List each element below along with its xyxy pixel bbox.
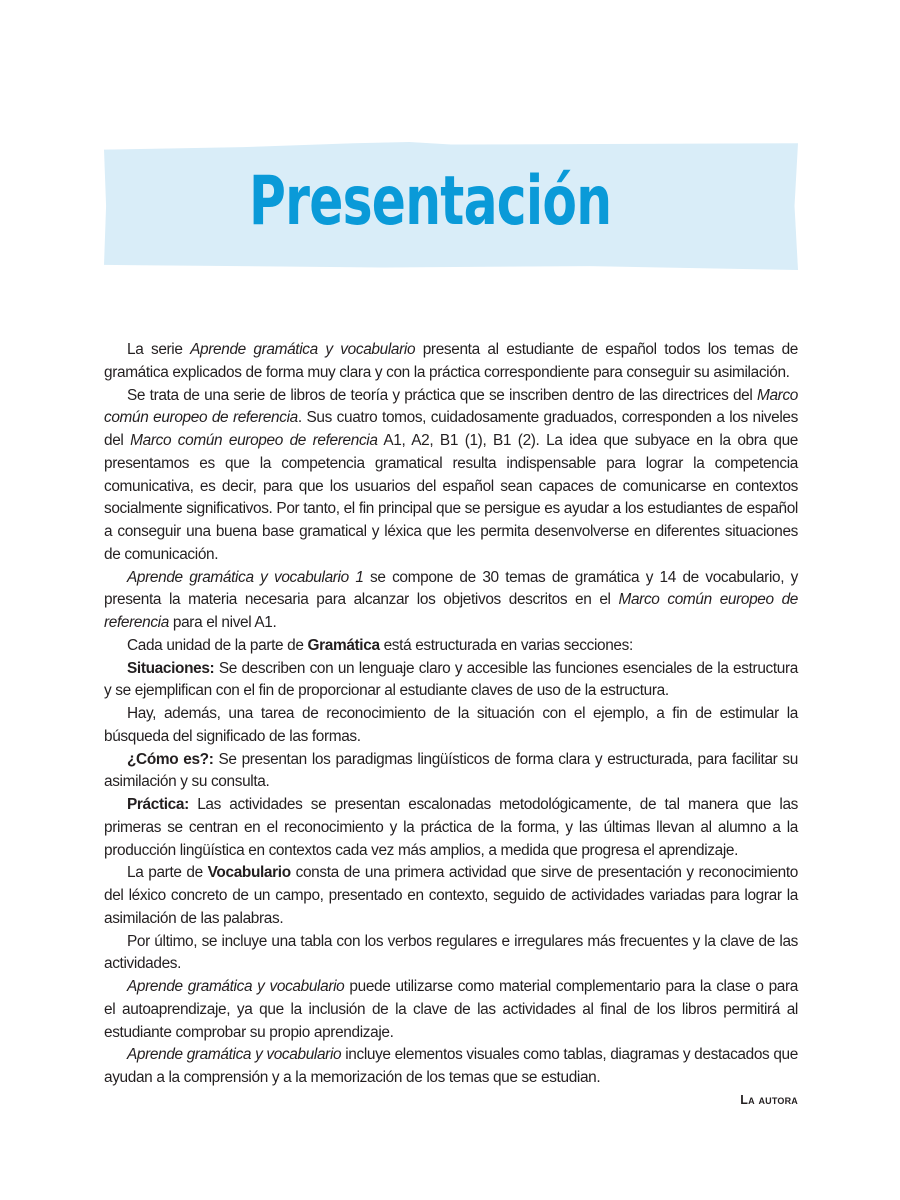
paragraph-book-1	[104, 567, 798, 635]
text-run: La parte de	[127, 864, 208, 882]
paragraph-vocabulario	[104, 862, 798, 930]
text-run: se compone de 30 temas de gramática y 14 de vocabulario, y presenta la materia necesaria para alcanzar los objetivos descritos en el	[104, 568, 798, 609]
paragraph-practica	[104, 794, 798, 862]
text-run: Se trata de una serie de libros de teoría y práctica que se inscriben dentro de las directrices del	[127, 386, 757, 404]
bold-term: Situaciones:	[127, 659, 215, 677]
paragraph-autoaprendizaje	[104, 976, 798, 1044]
page-title: Presentación	[248, 162, 612, 241]
paragraph-elementos-visuales	[104, 1044, 798, 1090]
bold-term: Práctica:	[127, 796, 189, 813]
text-run: Las actividades se presentan escalonadas metodológicamente, de tal manera que las primeras se centran en el reconocimiento y la práctica de la forma, y las últimas llevan al alumno a la producción lingüística en contextos cada vez más amplios, a medida que progresa el aprendizaje.	[104, 796, 798, 859]
text-run: Por último, se incluye una tabla con los verbos regulares e irregulares más frecuentes y la clave de las actividades.	[104, 932, 798, 973]
italic-title: Marco común europeo de referencia	[104, 591, 799, 631]
paragraph-grammar-units	[104, 635, 798, 658]
text-run: para el nivel A1.	[168, 614, 277, 631]
text-run: puede utilizarse como material complementario para la clase o para el autoaprendizaje, ya que la inclusión de la clave de las actividades al final de los libros permitirá al estudiante comprobar su propio aprendizaje.	[104, 978, 799, 1041]
paragraph-reconocimiento	[104, 703, 798, 749]
paragraph-tabla-verbos	[104, 931, 798, 977]
italic-title: Marco común europeo de referencia	[130, 432, 378, 449]
bold-term: ¿Cómo es?:	[127, 750, 214, 768]
text-run: . Sus cuatro tomos, cuidadosamente graduados, corresponden a los niveles del	[104, 409, 798, 449]
text-run: consta de una primera actividad que sirve de presentación y reconocimiento del léxico concreto de un campo, presentado en contexto, seguido de actividades variadas para lograr la asimilación de las palabras.	[104, 864, 798, 927]
paragraph-situaciones	[104, 658, 798, 704]
italic-title: Aprende gramática y vocabulario	[190, 341, 416, 358]
text-run: Se describen con un lenguaje claro y accesible las funciones esenciales de la estructura y se ejemplifican con el fin de proporcionar al estudiante claves de uso de la estructura.	[104, 659, 798, 700]
italic-title: Aprende gramática y vocabulario	[127, 1046, 342, 1064]
text-run: Hay, además, una tarea de reconocimiento de la situación con el ejemplo, a fin de estimular la búsqueda del significado de las formas.	[104, 705, 798, 745]
text-run: La serie	[127, 341, 191, 358]
italic-title: Aprende gramática y vocabulario 1	[127, 568, 364, 586]
author-signature: La autora	[740, 1093, 798, 1107]
text-run: incluye elementos visuales como tablas, diagramas y destacados que ayudan a la comprensión y a la memorización de los temas que se estudian.	[104, 1046, 798, 1086]
italic-title: Marco común europeo de referencia	[104, 386, 798, 427]
text-run: A1, A2, B1 (1), B1 (2). La idea que subyace en la obra que presentamos es que la competencia gramatical resulta indispensable para lograr la competencia comunicativa, es decir, para que los usuarios del español sean capaces de comunicarse en contextos socialmente significativos. Por tanto, el fin principal que se persigue es ayudar a los estudiantes de español a conseguir una buena base gramatical y léxica que les permita desenvolverse en diferentes situaciones de comunicación.	[104, 432, 798, 563]
paragraph-intro	[104, 339, 798, 385]
bold-term: Gramática	[307, 636, 380, 654]
bold-term: Vocabulario	[207, 864, 291, 882]
body-text	[104, 339, 798, 1090]
paragraph-series	[104, 385, 798, 567]
text-run: Se presentan los paradigmas lingüísticos de forma clara y estructurada, para facilitar su asimilación y su consulta.	[104, 750, 798, 791]
paragraph-como-es	[104, 749, 798, 795]
text-run: presenta al estudiante de español todos los temas de gramática explicados de forma muy clara y con la práctica correspondiente para conseguir su asimilación.	[104, 341, 799, 381]
text-run: Cada unidad de la parte de	[127, 636, 308, 654]
text-run: está estructurada en varias secciones:	[379, 636, 633, 654]
italic-title: Aprende gramática y vocabulario	[127, 978, 345, 995]
